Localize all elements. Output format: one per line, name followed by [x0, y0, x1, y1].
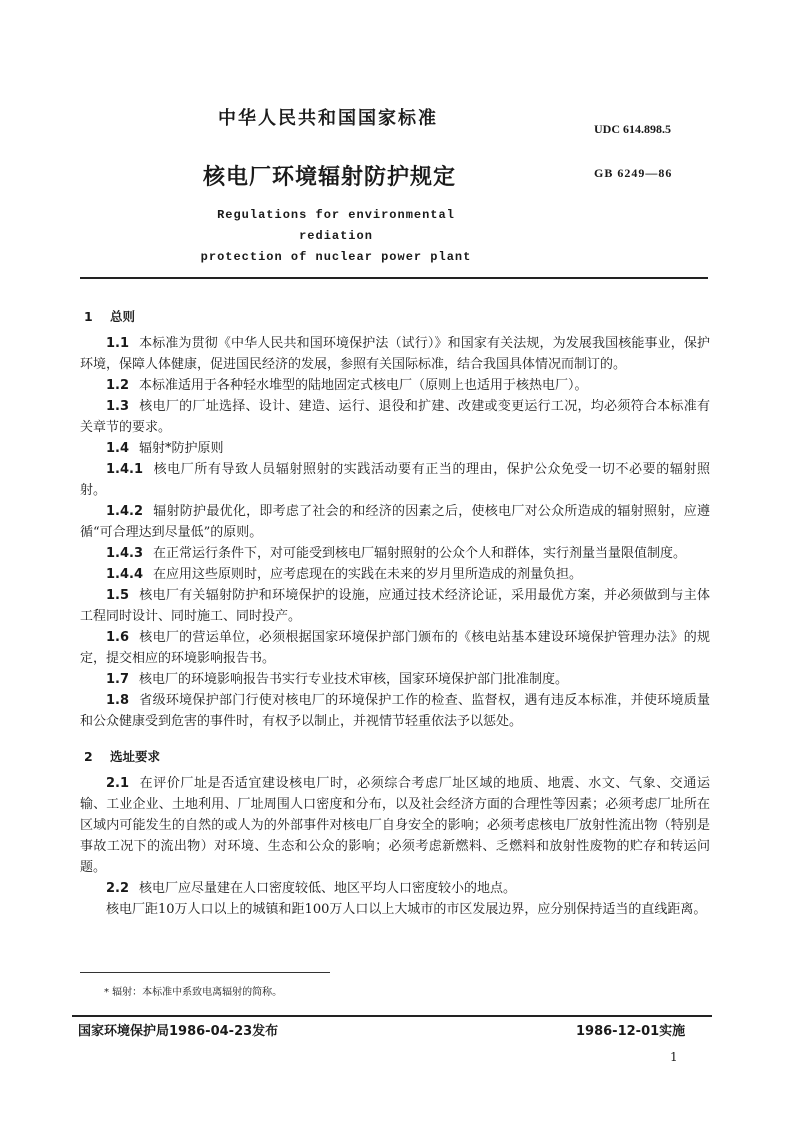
- clause-number: 1.3: [106, 399, 130, 414]
- clause: [80, 543, 710, 564]
- clause: [80, 459, 710, 501]
- clause-text: 核电厂有关辐射防护和环境保护的设施，应通过技术经济论证，采用最优方案，并必须做到与主体工程同时设计、同时施工、同时投产。: [80, 588, 710, 624]
- gb-code: GB 6249—86: [594, 166, 673, 180]
- document-title-cn: 核电厂环境辐射防护规定: [203, 165, 457, 190]
- footnote: * 辐射：本标准中系致电离辐射的简称。: [104, 987, 283, 998]
- clause-number: 2.1: [106, 776, 130, 791]
- clause: [80, 627, 710, 669]
- clause-number: 1.6: [106, 630, 130, 645]
- clause-text: 在应用这些原则时，应考虑现在的实践在未来的岁月里所造成的剂量负担。: [153, 567, 583, 582]
- clause: [80, 333, 710, 375]
- footer-divider: [72, 1015, 712, 1017]
- clause: [80, 899, 710, 920]
- clause-text: 辐射防护最优化，即考虑了社会的和经济的因素之后，使核电厂对公众所造成的辐射照射，应遵循“可合理达到尽量低”的原则。: [80, 504, 710, 540]
- section-heading: [80, 746, 710, 767]
- title-en-line-1: Regulations for environmental rediation: [217, 208, 455, 243]
- clause-number: 1.1: [106, 336, 130, 351]
- clause: [80, 501, 710, 543]
- clause-text: 核电厂的厂址选择、设计、建造、运行、退役和扩建、改建或变更运行工况，均必须符合本标准有关章节的要求。: [80, 399, 710, 435]
- section-number: 2: [84, 749, 93, 764]
- page-number: 1: [670, 1050, 678, 1064]
- clause: [80, 669, 710, 690]
- clause-number: 1.2: [106, 378, 130, 393]
- clause-text: 核电厂所有导致人员辐射照射的实践活动要有正当的理由，保护公众免受一切不必要的辐射照射。: [80, 462, 710, 498]
- clause-number: 1.4.2: [106, 504, 144, 519]
- clause: [80, 690, 710, 732]
- clause: [80, 878, 710, 899]
- issue-date: 国家环境保护局1986-04-23发布: [78, 1024, 279, 1039]
- clause-number: 1.5: [106, 588, 130, 603]
- document-title-en: [180, 205, 492, 268]
- clause: [80, 564, 710, 585]
- clause-number: 2.2: [106, 881, 130, 896]
- clause: [80, 585, 710, 627]
- clause-text: 核电厂的营运单位，必须根据国家环境保护部门颁布的《核电站基本建设环境保护管理办法》的规定，提交相应的环境影响报告书。: [80, 630, 710, 666]
- clause-text: 本标准为贯彻《中华人民共和国环境保护法（试行）》和国家有关法规，为发展我国核能事业，保护环境，保障人体健康，促进国民经济的发展，参照有关国际标准，结合我国具体情况而制订的。: [80, 336, 710, 372]
- section-number: 1: [84, 309, 93, 324]
- clause-number: 1.4.1: [106, 462, 144, 477]
- clause-text: 核电厂距10万人口以上的城镇和距100万人口以上大城市的市区发展边界，应分别保持适当的直线距离。: [106, 902, 707, 917]
- clause-text: 辐射*防护原则: [139, 441, 224, 456]
- clause-text: 在评价厂址是否适宜建设核电厂时，必须综合考虑厂址区域的地质、地震、水文、气象、交通运输、工业企业、土地利用、厂址周围人口密度和分布，以及社会经济方面的合理性等因素；必须考虑厂址所在区域内可能发生的自然的或人为的外部事件对核电厂自身安全的影响；必须考虑核电厂放射性流出物（特别是事故工况下的流出物）对环境、生态和公众的影响；必须考虑新燃料、乏燃料和放射性废物的贮存和转运问题。: [80, 776, 710, 875]
- header-divider: [80, 277, 708, 279]
- document-body: [80, 306, 710, 920]
- clause: [80, 438, 710, 459]
- clause: [80, 375, 710, 396]
- section-heading: [80, 306, 710, 327]
- clause-number: 1.4.3: [106, 546, 144, 561]
- clause-text: 核电厂应尽量建在人口密度较低、地区平均人口密度较小的地点。: [139, 881, 517, 896]
- clause-number: 1.7: [106, 672, 130, 687]
- standard-org-title: 中华人民共和国国家标准: [218, 108, 438, 129]
- clause-text: 省级环境保护部门行使对核电厂的环境保护工作的检查、监督权，遇有违反本标准，并使环境质量和公众健康受到危害的事件时，有权予以制止，并视情节轻重依法予以惩处。: [80, 693, 710, 729]
- section-title: 选址要求: [110, 749, 161, 764]
- implementation-date: 1986-12-01实施: [576, 1024, 686, 1039]
- clause-text: 核电厂的环境影响报告书实行专业技术审核，国家环境保护部门批准制度。: [139, 672, 569, 687]
- clause: [80, 773, 710, 878]
- footnote-divider: [80, 972, 330, 973]
- udc-code: UDC 614.898.5: [594, 122, 671, 136]
- clause-text: 在正常运行条件下，对可能受到核电厂辐射照射的公众个人和群体，实行剂量当量限值制度。: [153, 546, 687, 561]
- clause-number: 1.4: [106, 441, 130, 456]
- clause: [80, 396, 710, 438]
- clause-number: 1.4.4: [106, 567, 144, 582]
- section-title: 总则: [110, 309, 136, 324]
- title-en-line-2: protection of nuclear power plant: [200, 250, 472, 264]
- clause-text: 本标准适用于各种轻水堆型的陆地固定式核电厂（原则上也适用于核热电厂）。: [139, 378, 588, 393]
- clause-number: 1.8: [106, 693, 130, 708]
